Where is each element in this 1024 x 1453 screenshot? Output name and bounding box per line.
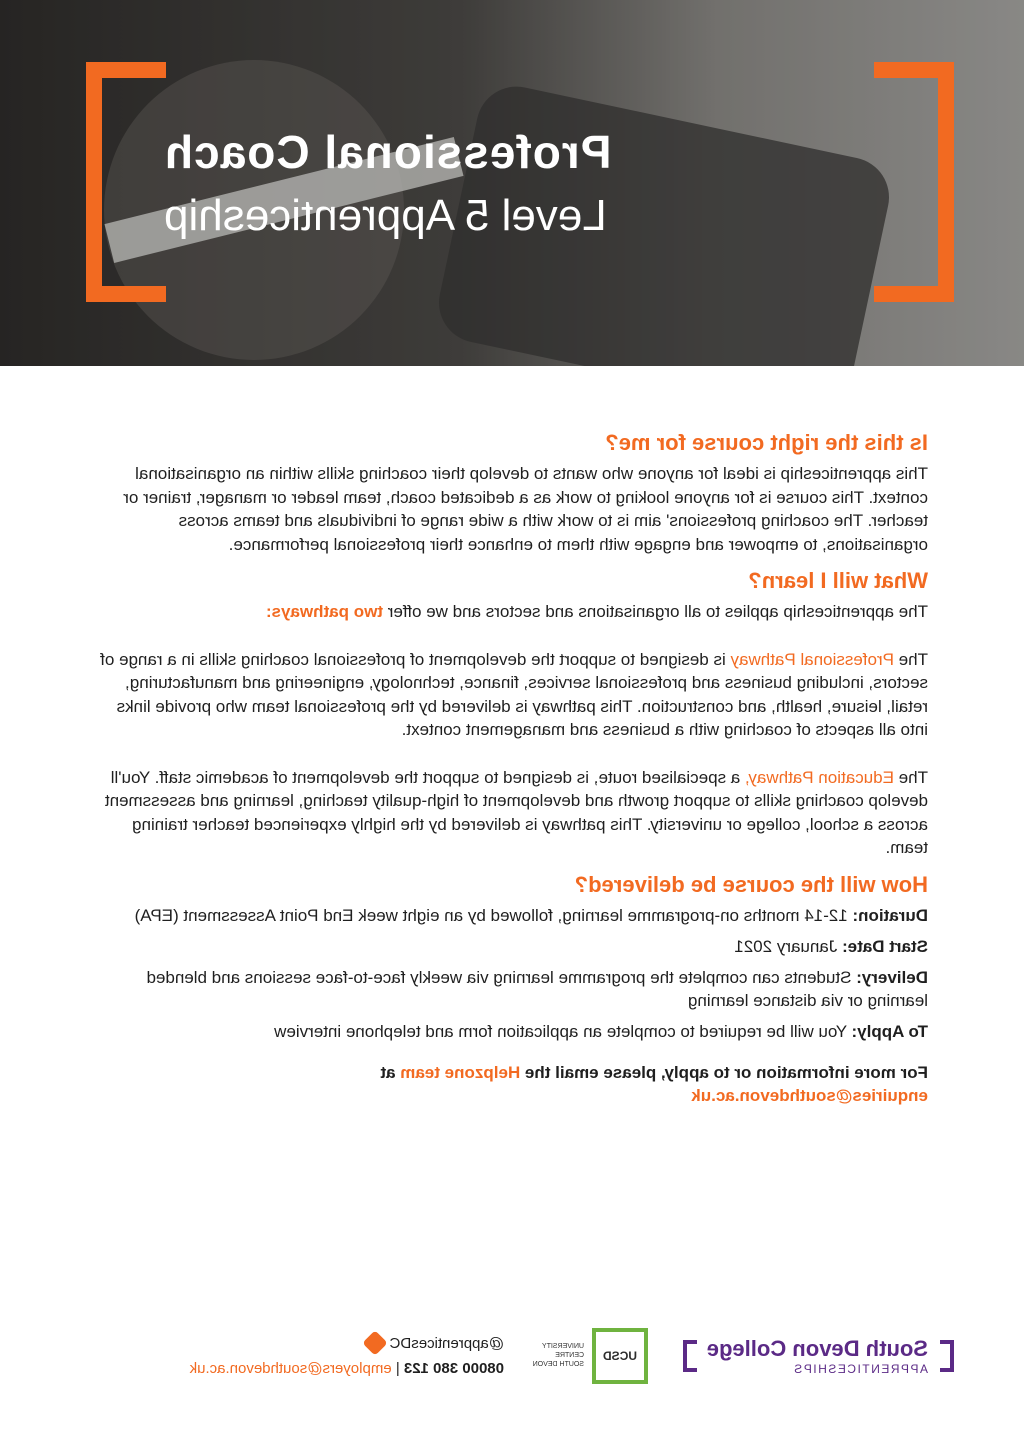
social-row — [190, 1334, 504, 1352]
hero-banner — [0, 0, 1024, 366]
delivery-label: Delivery: — [856, 967, 928, 987]
learn-intro-highlight: two pathways: — [265, 602, 384, 621]
section-heading-right-course: Is this the right course for me? — [605, 430, 928, 455]
phone-email-row — [190, 1360, 504, 1377]
hero-title: Professional Coach — [164, 126, 612, 178]
pathway2-text: a specialised route, is designed to support the development of academic staff. You'll develop coaching skills to support growth and development of high-quality teaching, learning and assessment across a school, college or university. This pathway is delivered by the highly experienced teacher training team. — [104, 767, 928, 857]
cta-team: Helpzone team — [400, 1062, 521, 1082]
right-bracket-icon — [86, 62, 166, 302]
logo-bracket-left-icon — [940, 1340, 954, 1372]
social-handle[interactable]: @apprenticesDC — [389, 1334, 504, 1352]
social-icon — [362, 1330, 387, 1355]
pathway1-name: Professional Pathway — [730, 649, 894, 669]
pathway-professional — [93, 648, 928, 742]
hero-title-block — [164, 125, 854, 241]
apply-text: You will be required to complete an application form and telephone interview — [274, 1021, 852, 1041]
start-date-label: Start Date: — [842, 936, 928, 956]
college-logo — [683, 1336, 954, 1376]
pathway1-prefix: The — [893, 649, 928, 669]
pathway-education — [93, 766, 928, 860]
hero-subtitle: Level 5 Apprenticeship — [164, 191, 607, 240]
main-content — [93, 430, 928, 1107]
apply-label: To Apply: — [851, 1021, 928, 1041]
learn-intro — [93, 600, 928, 624]
duration-label: Duration: — [852, 905, 928, 925]
start-date-text: January 2021 — [734, 936, 843, 956]
footer — [0, 1320, 1024, 1400]
learn-intro-text: The apprenticeship applies to all organisations and sectors and we offer — [383, 602, 928, 621]
logo-bracket-right-icon — [683, 1340, 697, 1372]
duration-text: 12-14 months on-programme learning, followed by an eight week End Point Assessment (EPA) — [134, 905, 853, 925]
delivery-duration — [93, 904, 928, 927]
cta-prefix: For more information or to apply, please email the — [520, 1062, 928, 1082]
contact-info — [190, 1334, 504, 1377]
delivery-apply — [93, 1020, 928, 1043]
right-course-text: This apprenticeship is ideal for anyone who wants to develop their coaching skills within an organisational context. This course is for anyone looking to work as a dedicated coach, team leader or manager, trainer or teacher. The coaching professions' aim is to work with a wide range of individuals and teams across organisations, to empower and engage with them to enhance their professional performance. — [123, 464, 928, 554]
cta-email-link[interactable]: enquiries@southdevon.ac.uk — [691, 1085, 928, 1105]
phone-number[interactable]: 08000 380 123 — [403, 1360, 504, 1377]
call-to-action — [93, 1061, 928, 1107]
cta-middle: at — [380, 1062, 401, 1082]
delivery-text: Students can complete the programme learning via weekly face-to-face sessions and blended learning or via distance learning — [146, 967, 928, 1010]
section-heading-learn: What will I learn? — [748, 568, 928, 593]
delivery-method — [93, 966, 928, 1012]
college-sub: APPRENTICESHIPS — [792, 1362, 928, 1376]
pathway1-text: is designed to support the development of professional coaching skills in a range of sectors, including business and professional services, finance, technology, engineering and manufacturing, retail, leisure, health, and construction. This pathway is delivered by the professional team who provide links into all aspects of coaching with a business and management context. — [100, 649, 928, 739]
delivery-start-date — [93, 935, 928, 958]
college-name: South Devon College — [706, 1336, 928, 1361]
left-bracket-icon — [874, 62, 954, 302]
section-heading-delivery: How will the course be delivered? — [574, 871, 928, 897]
employer-email-link[interactable]: employers@southdevon.ac.uk — [189, 1360, 392, 1377]
pathway2-name: Education Pathway, — [744, 767, 894, 787]
ucsd-logo: UCSD — [592, 1328, 648, 1384]
separator: | — [391, 1360, 404, 1377]
ucsd-caption: UNIVERSITY CENTRE SOUTH DEVON — [532, 1343, 584, 1368]
pathway2-prefix: The — [893, 767, 928, 787]
